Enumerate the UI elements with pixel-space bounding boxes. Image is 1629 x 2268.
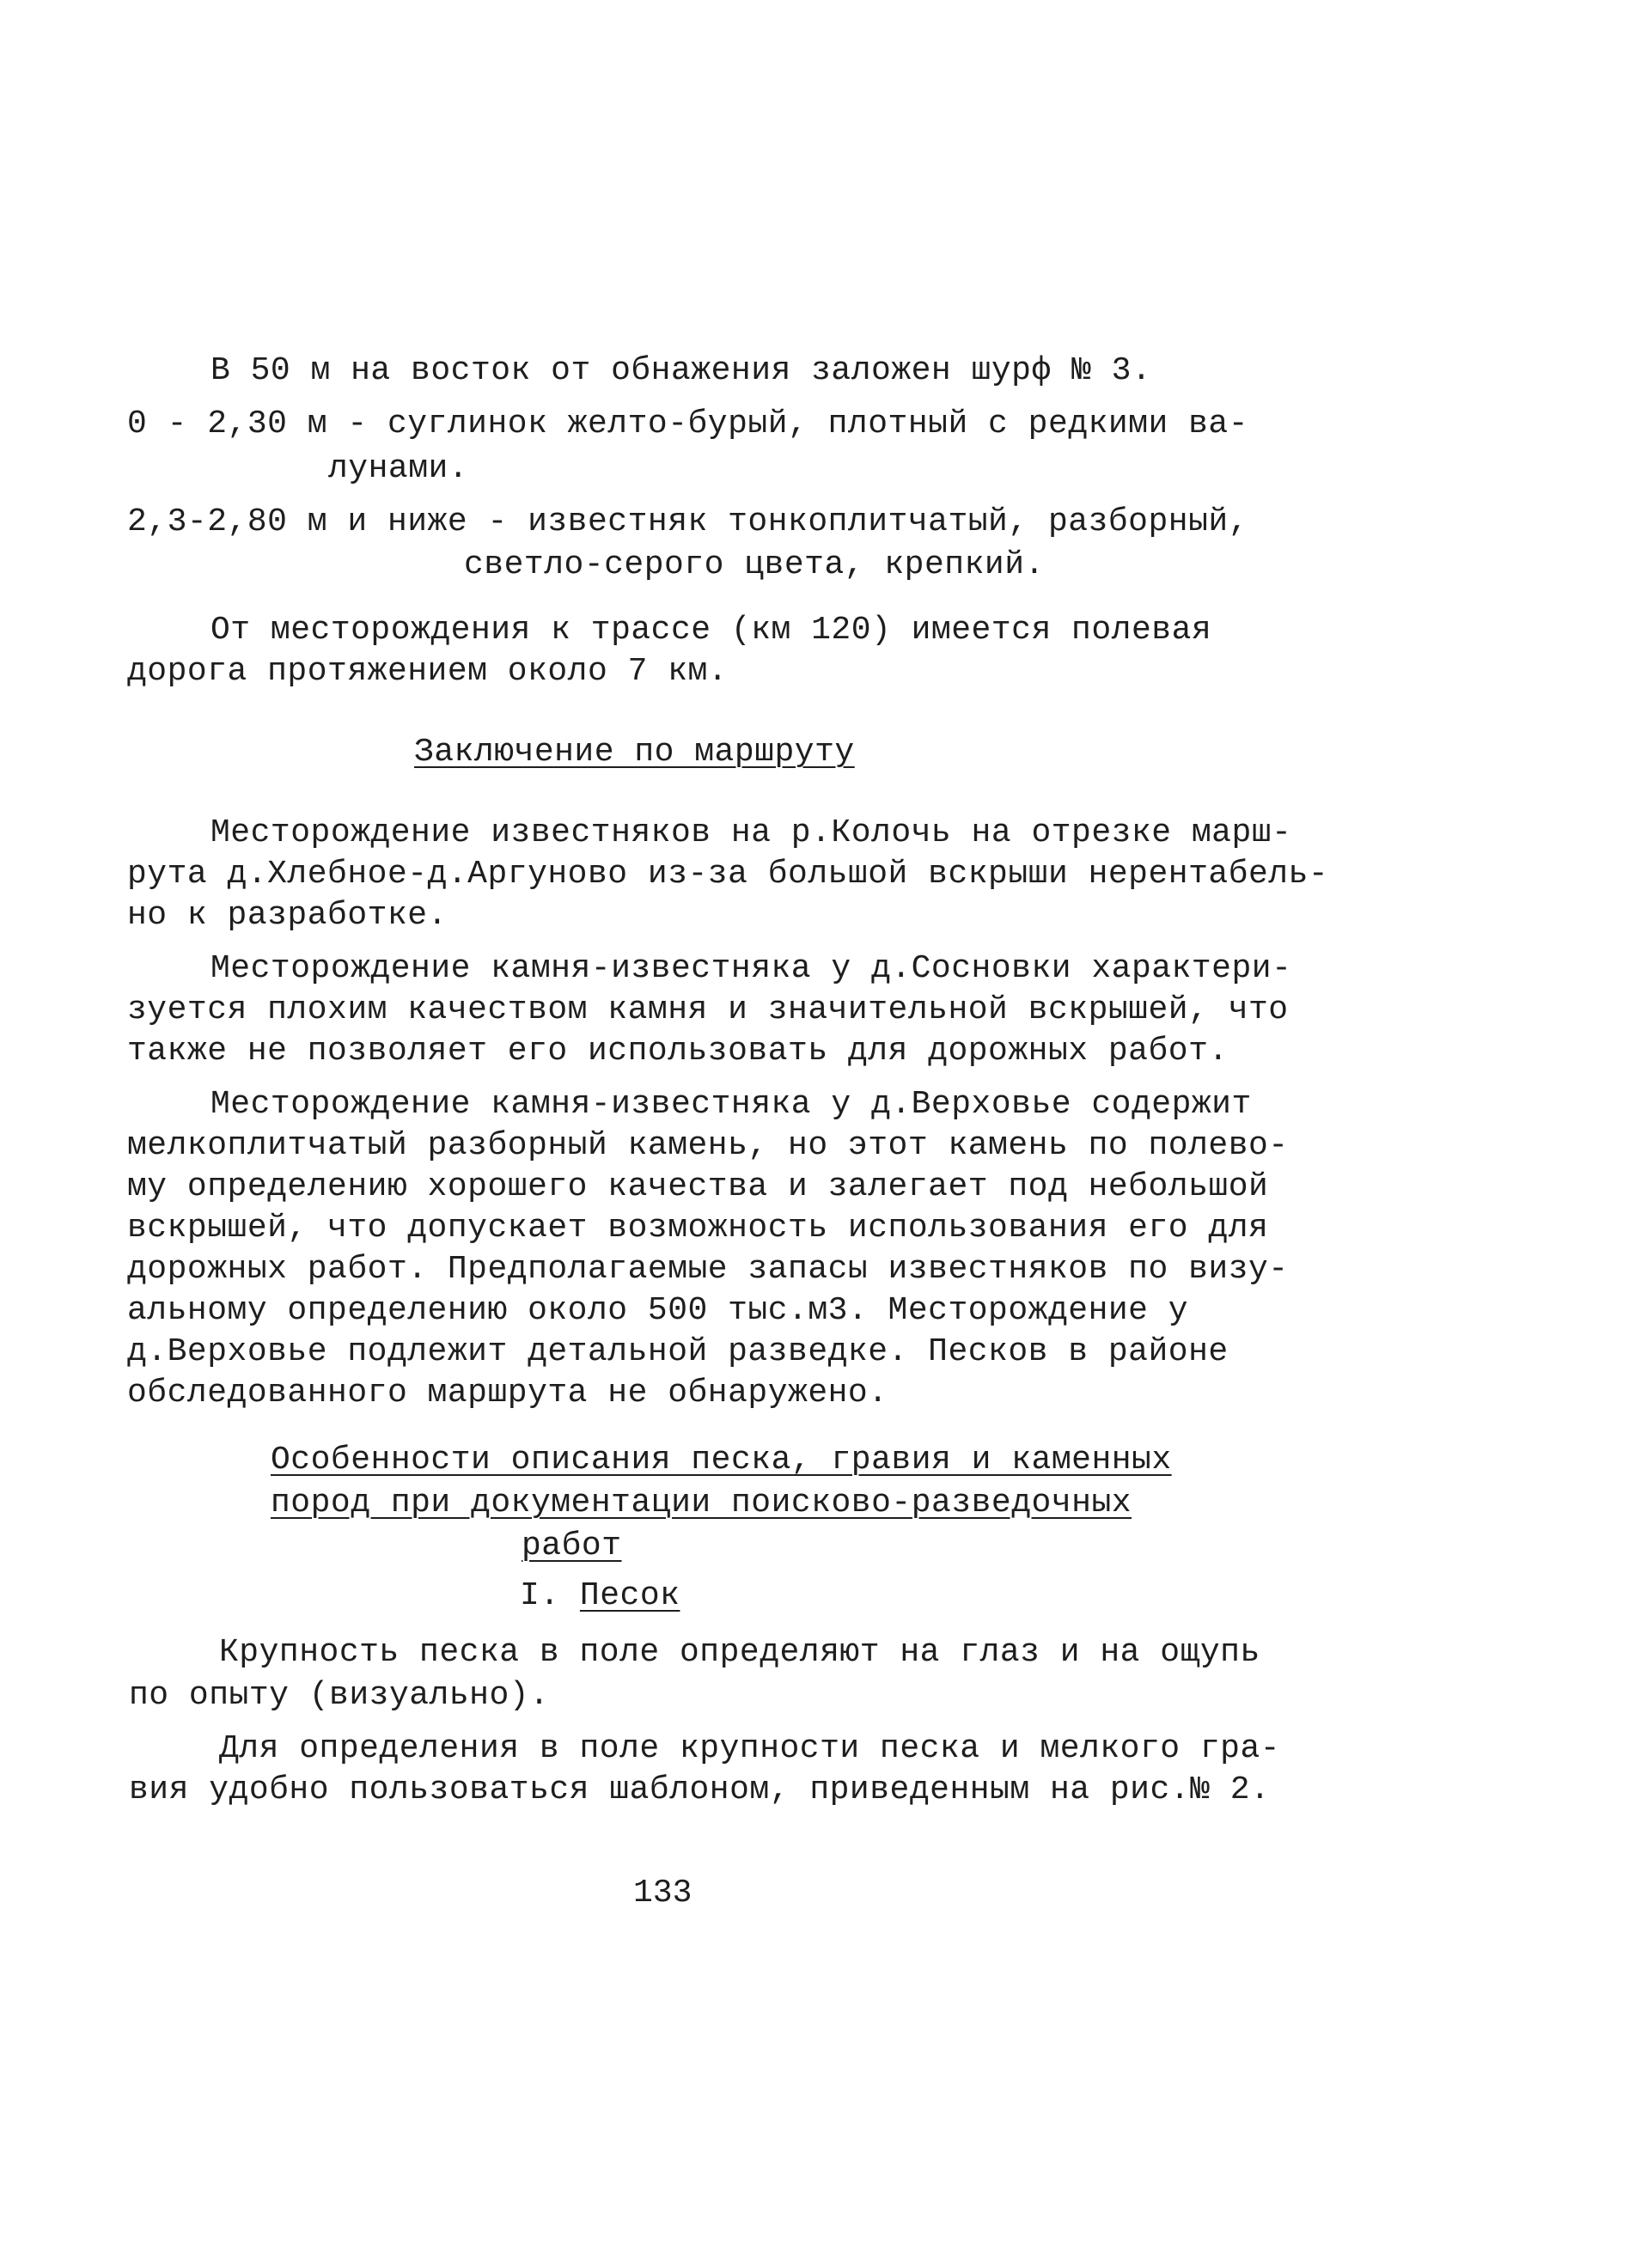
features-p2-line: Для определения в поле крупности песка и мелкого гра- — [219, 1730, 1281, 1767]
features-p2-line: вия удобно пользоваться шаблоном, приведенным на рис.№ 2. — [129, 1771, 1271, 1808]
page-number: 133 — [633, 1875, 692, 1911]
conclusion-p3-line: мелкоплитчатый разборный камень, но этот камень по полево- — [127, 1127, 1289, 1164]
features-heading-line: пород при документации поисково-разведочных — [271, 1485, 1132, 1521]
road-line-2: дорога протяжением около 7 км. — [127, 653, 729, 690]
conclusion-p3-line: Месторождение камня-известняка у д.Верховье содержит — [210, 1086, 1252, 1123]
features-p1-line: по опыту (визуально). — [129, 1677, 550, 1714]
conclusion-p2-line: Месторождение камня-известняка у д.Сосновки характери- — [210, 950, 1292, 987]
features-heading-line: работ — [522, 1527, 622, 1564]
layer-1-line-1: 0 - 2,30 м - суглинок желто-бурый, плотный с редкими ва- — [127, 405, 1249, 442]
conclusion-p3-line: дорожных работ. Предполагаемые запасы известняков по визу- — [127, 1251, 1289, 1288]
subsection-title: Песок — [579, 1577, 680, 1614]
subsection-number: I. — [520, 1577, 580, 1614]
conclusion-p2-line: зуется плохим качеством камня и значительной вскрышей, что — [127, 991, 1289, 1028]
conclusion-heading: Заключение по маршруту — [414, 734, 855, 771]
conclusion-p2-line: также не позволяет его использовать для дорожных работ. — [127, 1033, 1229, 1070]
layer-2-line-2: светло-серого цвета, крепкий. — [464, 546, 1045, 583]
conclusion-p1-line: рута д.Хлебное-д.Аргуново из-за большой вскрыши нерентабель- — [127, 856, 1329, 893]
features-p1-line: Крупность песка в поле определяют на глаз и на ощупь — [219, 1634, 1260, 1671]
layer-2-line-1: 2,3-2,80 м и ниже - известняк тонкоплитчатый, разборный, — [127, 503, 1249, 540]
conclusion-p3-line: обследованного маршрута не обнаружено. — [127, 1375, 888, 1411]
conclusion-p1-line: Месторождение известняков на р.Колочь на отрезке марш- — [210, 814, 1292, 851]
conclusion-p3-line: вскрышей, что допускает возможность использования его для — [127, 1210, 1269, 1247]
pit-intro: В 50 м на восток от обнажения заложен шурф № 3. — [210, 352, 1152, 389]
conclusion-p3-line: альному определению около 500 тыс.м3. Месторождение у — [127, 1292, 1189, 1329]
subsection-heading — [520, 1576, 680, 1617]
layer-1-line-2: лунами. — [328, 450, 469, 487]
conclusion-p3-line: д.Верховье подлежит детальной разведке. Песков в районе — [127, 1333, 1229, 1370]
road-line-1: От месторождения к трассе (км 120) имеется полевая — [210, 612, 1212, 649]
conclusion-p3-line: му определению хорошего качества и залегает под небольшой — [127, 1168, 1269, 1205]
features-heading-line: Особенности описания песка, гравия и каменных — [271, 1442, 1172, 1478]
conclusion-p1-line: но к разработке. — [127, 897, 448, 934]
